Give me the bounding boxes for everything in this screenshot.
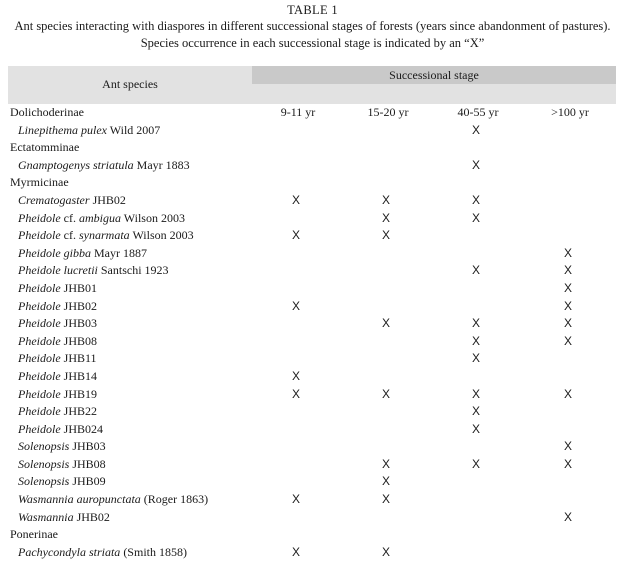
occurrence-mark: X bbox=[291, 298, 300, 313]
species-epithet: synarmata bbox=[78, 228, 130, 243]
species-name bbox=[18, 491, 208, 509]
occurrence-mark: X bbox=[291, 492, 300, 507]
header-col-40-55: 40-55 yr bbox=[457, 105, 499, 119]
species-name bbox=[18, 438, 106, 456]
species-epithet: Pheidole bbox=[18, 280, 61, 295]
species-authority: JHB14 bbox=[60, 368, 97, 383]
occurrence-mark: X bbox=[471, 192, 480, 207]
species-epithet: Pheidole lucretii bbox=[18, 263, 98, 278]
species-name bbox=[18, 403, 97, 421]
species-name bbox=[18, 421, 103, 439]
occurrence-mark: X bbox=[381, 210, 390, 225]
subfamily-name: Myrmicinae bbox=[10, 175, 69, 190]
species-epithet: Pheidole bbox=[18, 228, 61, 243]
species-row bbox=[8, 192, 616, 210]
occurrence-mark: X bbox=[471, 404, 480, 419]
species-authority: Wilson 2003 bbox=[120, 210, 185, 225]
subfamily-row bbox=[8, 104, 616, 122]
species-name bbox=[18, 386, 97, 404]
species-authority: Mayr 1887 bbox=[90, 245, 147, 260]
species-epithet: Gnamptogenys striatula bbox=[18, 157, 134, 172]
species-epithet: Pheidole bbox=[18, 351, 61, 366]
species-name bbox=[18, 350, 97, 368]
species-name bbox=[18, 544, 187, 562]
species-authority: JHB02 bbox=[60, 298, 97, 313]
occurrence-mark: X bbox=[563, 439, 572, 454]
occurrence-mark: X bbox=[471, 386, 480, 401]
species-name bbox=[18, 298, 97, 316]
species-authority: (Smith 1858) bbox=[120, 544, 187, 559]
subfamily-name: Ectatomminae bbox=[10, 140, 80, 155]
species-authority: JHB03 bbox=[60, 316, 97, 331]
occurrence-mark: X bbox=[563, 386, 572, 401]
subfamily-name: Dolichoderinae bbox=[10, 105, 84, 119]
species-name bbox=[18, 227, 194, 245]
species-authority: Santschi 1923 bbox=[97, 263, 169, 278]
occurrence-mark: X bbox=[381, 386, 390, 401]
species-row bbox=[8, 350, 616, 368]
subfamily-row bbox=[8, 174, 616, 192]
occurrence-mark: X bbox=[471, 263, 480, 278]
occurrence-mark: X bbox=[381, 316, 390, 331]
occurrence-mark: X bbox=[471, 351, 480, 366]
occurrence-mark: X bbox=[381, 474, 390, 489]
occurrence-mark: X bbox=[291, 368, 300, 383]
species-row bbox=[8, 473, 616, 491]
species-row bbox=[8, 509, 616, 527]
species-authority: cf. bbox=[60, 228, 79, 243]
occurrence-mark: X bbox=[381, 228, 390, 243]
species-row bbox=[8, 315, 616, 333]
species-row bbox=[8, 333, 616, 351]
species-row bbox=[8, 298, 616, 316]
species-name bbox=[18, 333, 97, 351]
header-stage-band bbox=[252, 66, 616, 84]
species-row bbox=[8, 403, 616, 421]
occurrence-mark: X bbox=[563, 263, 572, 278]
species-epithet: Pheidole bbox=[18, 210, 61, 225]
header-species-label: Ant species bbox=[102, 77, 158, 91]
occurrence-mark: X bbox=[291, 228, 300, 243]
occurrence-mark: X bbox=[471, 210, 480, 225]
species-epithet: Wasmannia auropunctata bbox=[18, 492, 141, 507]
species-authority: JHB19 bbox=[60, 386, 97, 401]
species-authority: Wilson 2003 bbox=[129, 228, 194, 243]
occurrence-mark: X bbox=[471, 316, 480, 331]
species-name bbox=[18, 473, 106, 491]
species-authority: Wild 2007 bbox=[106, 122, 161, 137]
occurrence-mark: X bbox=[563, 245, 572, 260]
table-label: TABLE 1 bbox=[287, 3, 338, 17]
occurrence-mark: X bbox=[381, 192, 390, 207]
species-authority: cf. bbox=[60, 210, 79, 225]
species-authority: JHB08 bbox=[60, 333, 97, 348]
species-row bbox=[8, 456, 616, 474]
species-row bbox=[8, 262, 616, 280]
species-row bbox=[8, 368, 616, 386]
occurrence-mark: X bbox=[381, 456, 390, 471]
occurrence-mark: X bbox=[563, 298, 572, 313]
species-row bbox=[8, 421, 616, 439]
table-caption: Ant species interacting with diaspores in different successional stages of forests (years since abandonment of pastures). bbox=[14, 19, 611, 33]
species-authority: (Roger 1863) bbox=[140, 492, 209, 507]
species-authority: JHB11 bbox=[60, 351, 97, 366]
occurrence-mark: X bbox=[291, 192, 300, 207]
species-name bbox=[18, 245, 147, 263]
species-name bbox=[18, 192, 126, 210]
species-row bbox=[8, 245, 616, 263]
occurrence-mark: X bbox=[381, 492, 390, 507]
subfamily-row bbox=[8, 526, 616, 544]
species-name bbox=[18, 210, 185, 228]
species-epithet: Pheidole bbox=[18, 333, 61, 348]
species-row bbox=[8, 386, 616, 404]
table-body bbox=[8, 104, 616, 561]
occurrence-mark: X bbox=[471, 456, 480, 471]
species-row bbox=[8, 210, 616, 228]
header-stage-group bbox=[252, 66, 616, 119]
table-note: Species occurrence in each successional stage is indicated by an “X” bbox=[140, 36, 485, 50]
species-epithet: Pheidole bbox=[18, 386, 61, 401]
species-row bbox=[8, 280, 616, 298]
species-row bbox=[8, 544, 616, 562]
occurrence-mark: X bbox=[471, 122, 480, 137]
species-name bbox=[18, 262, 169, 280]
species-name bbox=[18, 456, 106, 474]
species-epithet: Pheidole bbox=[18, 404, 61, 419]
species-epithet: Pheidole gibba bbox=[18, 245, 91, 260]
occurrence-mark: X bbox=[563, 316, 572, 331]
species-authority: JHB22 bbox=[60, 404, 97, 419]
occurrence-mark: X bbox=[471, 333, 480, 348]
occurrence-mark: X bbox=[291, 544, 300, 559]
species-epithet: Linepithema pulex bbox=[18, 122, 107, 137]
occurrence-mark: X bbox=[563, 280, 572, 295]
species-epithet: Pachycondyla striata bbox=[18, 544, 121, 559]
species-row bbox=[8, 491, 616, 509]
species-epithet: Solenopsis bbox=[18, 456, 70, 471]
species-authority: JHB09 bbox=[69, 474, 106, 489]
species-epithet: Wasmannia bbox=[18, 509, 74, 524]
species-name bbox=[18, 509, 110, 527]
species-epithet: Solenopsis bbox=[18, 439, 70, 454]
species-table bbox=[8, 66, 616, 561]
species-authority: JHB08 bbox=[69, 456, 106, 471]
header-stage-columns bbox=[252, 84, 616, 119]
species-name bbox=[18, 315, 97, 333]
species-epithet: Crematogaster bbox=[18, 192, 90, 207]
species-epithet: Solenopsis bbox=[18, 474, 70, 489]
species-epithet: Pheidole bbox=[18, 421, 61, 436]
species-epithet: ambigua bbox=[78, 210, 121, 225]
species-row bbox=[8, 157, 616, 175]
species-authority: JHB02 bbox=[73, 509, 110, 524]
occurrence-mark: X bbox=[381, 544, 390, 559]
species-row bbox=[8, 227, 616, 245]
occurrence-mark: X bbox=[563, 509, 572, 524]
header-species-cell bbox=[8, 66, 252, 104]
species-name bbox=[18, 368, 97, 386]
species-row bbox=[8, 122, 616, 140]
header-col-100-plus: >100 yr bbox=[551, 105, 589, 119]
species-epithet: Pheidole bbox=[18, 316, 61, 331]
species-epithet: Pheidole bbox=[18, 298, 61, 313]
occurrence-mark: X bbox=[563, 456, 572, 471]
header-col-15-20: 15-20 yr bbox=[367, 105, 409, 119]
species-authority: JHB03 bbox=[69, 439, 106, 454]
occurrence-mark: X bbox=[471, 421, 480, 436]
species-authority: JHB024 bbox=[60, 421, 103, 436]
species-row bbox=[8, 438, 616, 456]
species-epithet: Pheidole bbox=[18, 368, 61, 383]
occurrence-mark: X bbox=[471, 157, 480, 172]
species-authority: JHB02 bbox=[89, 192, 126, 207]
species-name bbox=[18, 122, 160, 140]
subfamily-name: Ponerinae bbox=[10, 527, 58, 542]
header-stage-label: Successional stage bbox=[389, 68, 479, 82]
species-authority: JHB01 bbox=[60, 280, 97, 295]
species-name bbox=[18, 157, 190, 175]
occurrence-mark: X bbox=[291, 386, 300, 401]
subfamily-row bbox=[8, 139, 616, 157]
occurrence-mark: X bbox=[563, 333, 572, 348]
header-col-9-11: 9-11 yr bbox=[280, 105, 316, 119]
species-authority: Mayr 1883 bbox=[133, 157, 190, 172]
species-name bbox=[18, 280, 97, 298]
